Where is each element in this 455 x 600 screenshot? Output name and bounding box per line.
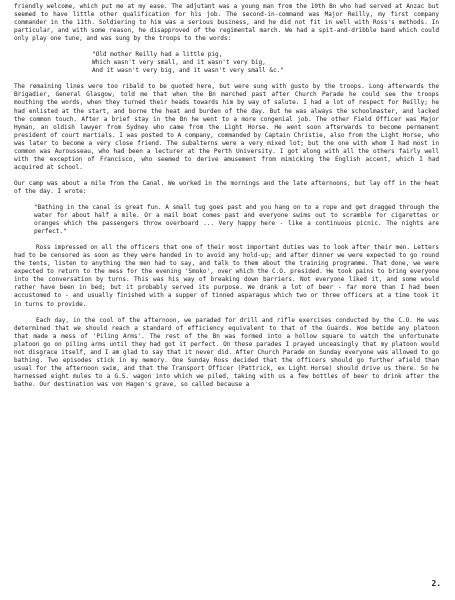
verse-line: "Old mother Reilly had a little pig, (92, 51, 223, 59)
letter-quote: "Bathing in the canal is great fun. A small tug goes past and you hang on to a rope and get dragged through the water for about half a mile. Or a mail boat comes past and everyone swims out to scramble for cigarettes or oranges which the passengers throw overboard ... Very happy here - like a continuous picnic. The nights are perfect." (34, 203, 439, 236)
paragraph-3: Our camp was about a mile from the Canal. We worked in the mornings and the late afternoons, but lay off in the heat of the day. I wrote: (14, 179, 439, 195)
verse-line: And it wasn't very big, and it wasn't very small &c." (92, 67, 284, 75)
song-verse (92, 51, 439, 75)
paragraph-2: The remaining lines were too ribald to be quoted here, but were sung with gusto by the troops. Long afterwards the Brigadier, General Glasgow, told me that when the Bn marched past after Church Parade he could see the troops mouthing the words, when they turned their heads towards him by way of salute. I had a lot of respect for Reilly; he had enlisted at the start, and borne the heat and burden of the day. But he was always the schoolmaster, and lacked the common touch. After a brief stay in the Bn he went to a more congenial job. The other Field Officer was Major Hyman, an oldish lawyer from Sydney who came from the Light Horse. He went soon afterwards to become permanent president of court martials. I was posted to A company, commanded by Captain Christie, also from the Light Horse, who was later to become a very close friend. The subalterns were a very mixed lot; but the one with whom I had most in common was Aurousseau, who had been a lecturer at the Perth University. I got along with all the others fairly well with the exception of Francisco, who seemed to derive amusement from mimicking the English accent, which I had acquired at school. (14, 83, 439, 171)
page-number: 2. (431, 578, 441, 588)
paragraph-5: Each day, in the cool of the afternoon, we paraded for drill and rifle exercises conducted by the C.O. He was determined that we should reach a standard of efficiency equivalent to that of the Guards. Woe betide any platoon that made a mess of 'Piling Arms'. The rest of the Bn was formed into a hollow square to watch the unfortunate platoon go on piling arms until they had got it perfect. On these parades I prayed unceasingly that my platoon would not disgrace itself, and I am glad to say that it never did. After Church Parade on Sunday everyone was allowed to go bathing. Two episodes stick in my memory. One Sunday Ross decided that the officers should go further afield than usual for the afternoon swim, and that the Transport Officer (Pattrick, ex Light Horse) should drive us there. So he harnessed eight mules to a G.S. wagon into which we piled, taking with us a few bottles of beer to drink after the bathe. Our destination was von Hagen's grave, so called because a (14, 316, 439, 388)
paragraph-1: friendly welcome, which put me at my ease. The adjutant was a young man from the 10th Bn who had served at Anzac but seemed to have little other qualification for his job. The second-in-command was Major Reilly, my first company commander in the 11th. Soldiering to him was a serious business, and he did not fit in well with Ross's methods. In particular, and with some reason, he disapproved of the regimental march. We had a spit-and-dribble band which could only play one tune, and was sung by the troops to the words: (14, 3, 439, 43)
verse-line: Which wasn't very small, and it wasn't very big, (92, 59, 266, 67)
paragraph-4: Ross impressed on all the officers that one of their most important duties was to look after their men. Letters had to be censored as soon as they were handed in to avoid any hold-up; and after dinner we were expected to go round the tents, listen to anything the men had to say, and talk to them about the training programme. That done, we were expected to return to the mess for the evening 'Smoko', over which the C.O. presided. He took pains to bring everyone into the conversation by turns. This was his way of breaking down barriers. Not everyone liked it, and some would rather have been in bed; but it probably served its purpose. We drank a lot of beer - far more than I had been accustomed to - and usually finished with a supper of tinned asparagus which two or three officers at a time took it in turns to provide. (14, 244, 439, 308)
